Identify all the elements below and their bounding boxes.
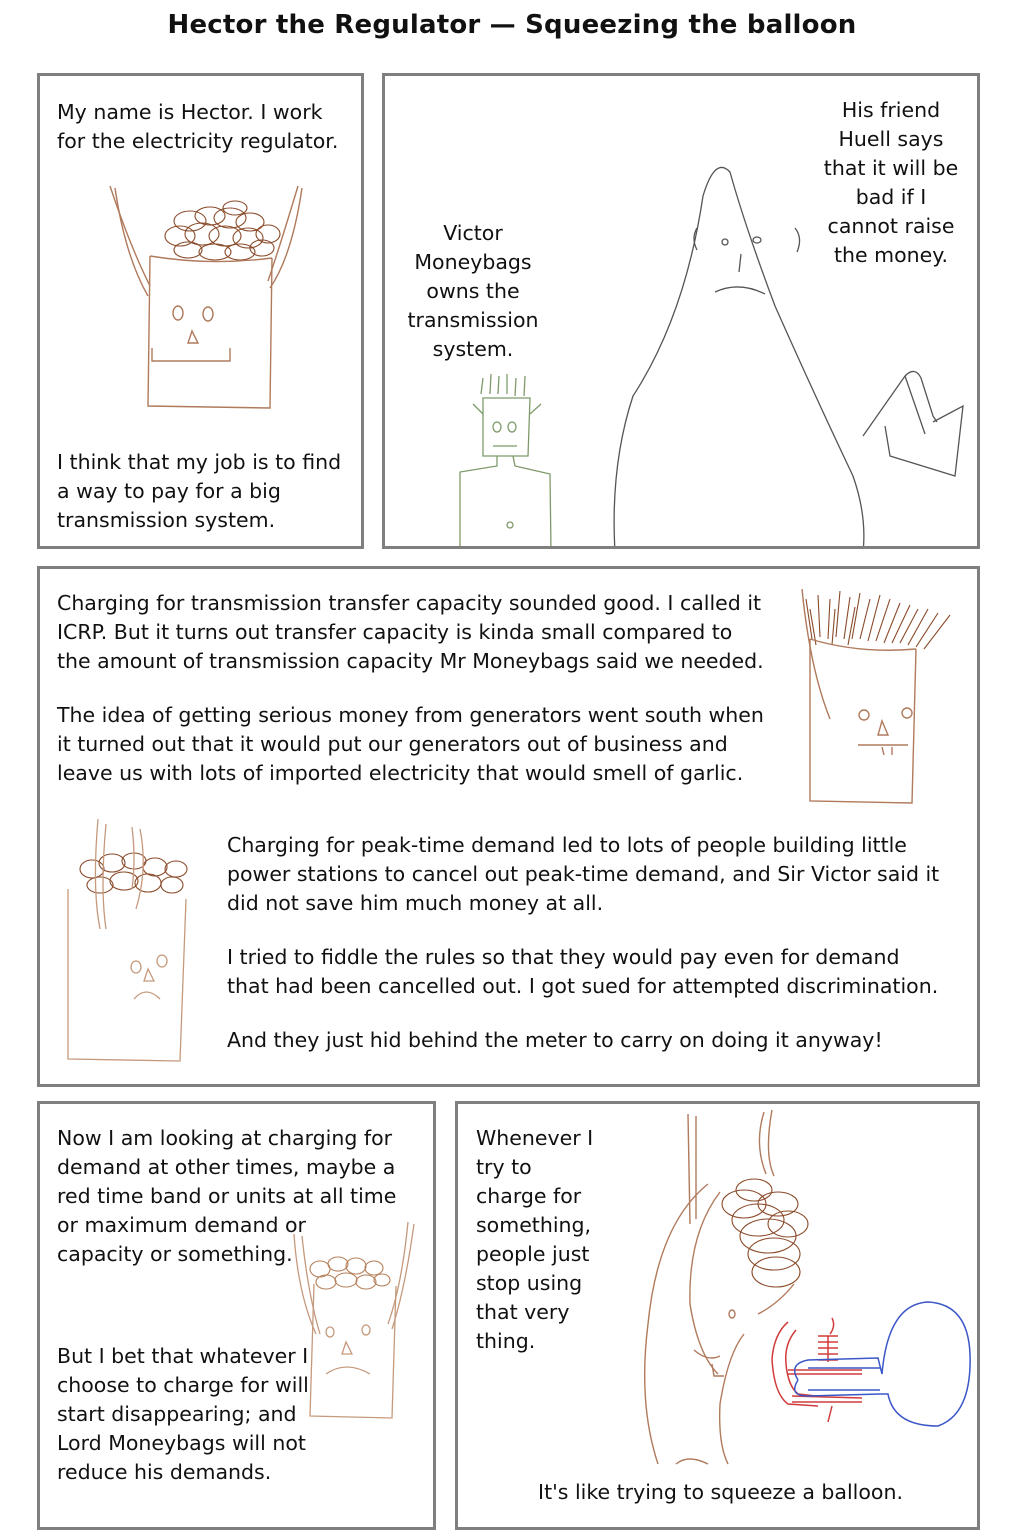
balloon-caption: It's like trying to squeeze a balloon. xyxy=(538,1480,903,1504)
hector-job-text: I think that my job is to find a way to pay for a big transmission system. xyxy=(57,450,342,532)
bet-text: But I bet that whatever I choose to charge for will start disappearing; and Lord Moneybags will not reduce his demands. xyxy=(57,1344,309,1484)
other-times-text: Now I am looking at charging for demand at other times, maybe a red time band or units at all time or maximum demand or capacity or something. xyxy=(57,1126,397,1266)
victor-and-huell-drawing xyxy=(385,76,980,549)
huell-text: His friend Huell says that it will be bad if I cannot raise the money. xyxy=(823,98,959,267)
panel-other-times xyxy=(37,1101,436,1530)
panel-attempts xyxy=(37,566,980,1087)
hector-spiky-drawing xyxy=(40,569,980,1087)
panel-balloon xyxy=(455,1101,980,1530)
peak-demand-text: Charging for peak-time demand led to lots of people building little power stations to cancel out peak-time demand, and Sir Victor said it did not save him much money at all. xyxy=(227,833,940,915)
panel-hector-intro xyxy=(37,73,364,549)
whenever-text: Whenever I try to charge for something, people just stop using that very thing. xyxy=(476,1126,594,1353)
comic-title: Hector the Regulator — Squeezing the balloon xyxy=(167,10,857,40)
generators-text: The idea of getting serious money from generators went south when it turned out that it would put our generators out of business and leave us with lots of imported electricity that would smell of garlic. xyxy=(57,703,764,785)
hector-squeezing-balloon-drawing xyxy=(458,1104,980,1530)
panel-victor-huell xyxy=(382,73,980,549)
behind-meter-text: And they just hid behind the meter to carry on doing it anyway! xyxy=(227,1028,883,1052)
fiddle-rules-text: I tried to fiddle the rules so that they would pay even for demand that had been cancelled out. I got sued for attempted discrimination. xyxy=(227,945,939,998)
hector-sad-drawing xyxy=(40,1104,436,1530)
icrp-text: Charging for transmission transfer capacity sounded good. I called it ICRP. But it turns out transfer capacity is kinda small compared to the amount of transmission capacity Mr Moneybags said we needed. xyxy=(57,591,764,673)
victor-text: Victor Moneybags owns the transmission system. xyxy=(407,221,539,361)
hector-intro-text: My name is Hector. I work for the electricity regulator. xyxy=(57,100,339,153)
